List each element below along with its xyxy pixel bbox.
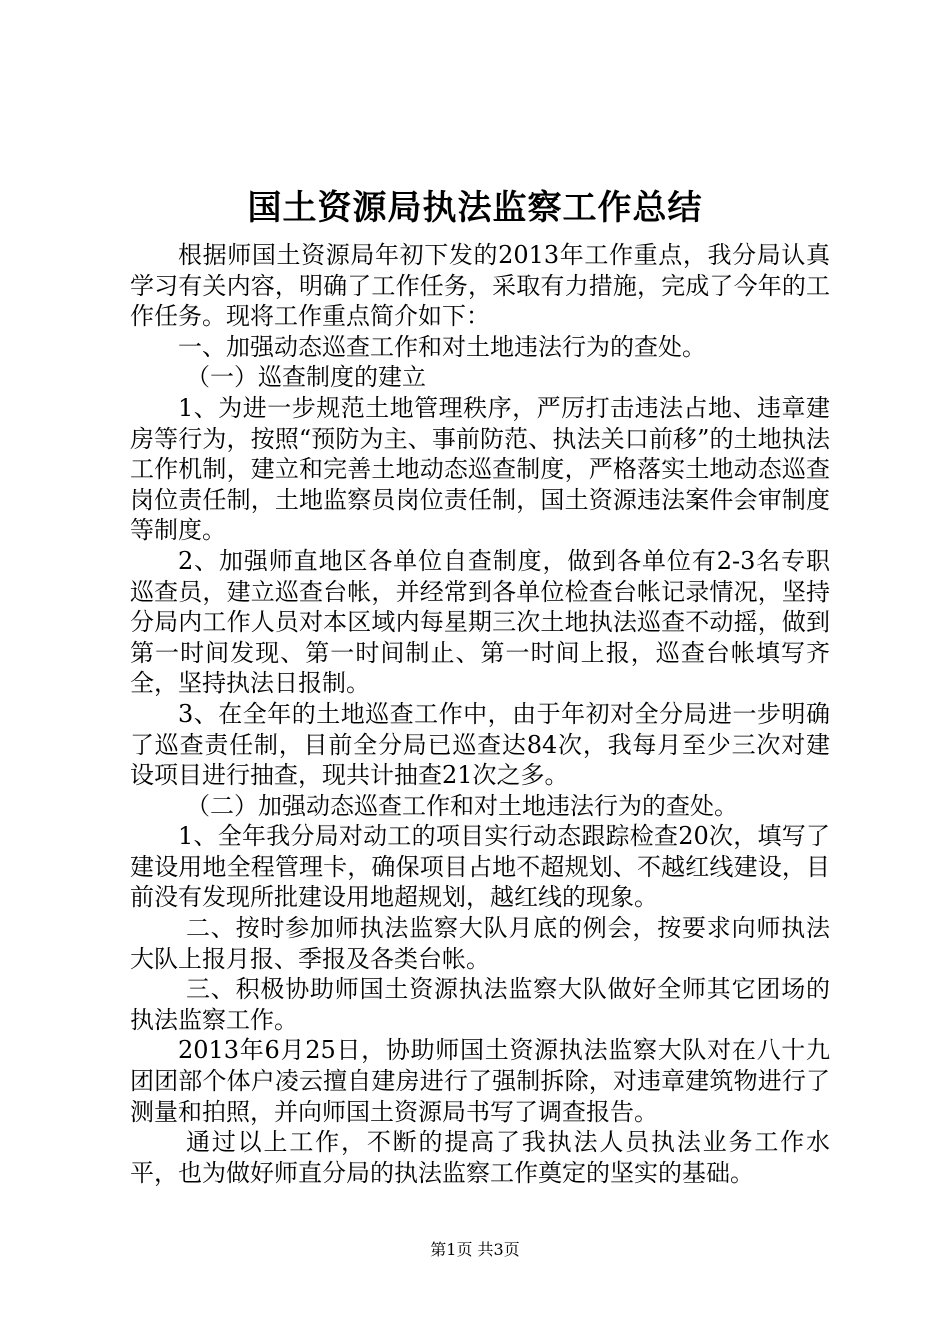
heading-section-2: 二、按时参加师执法监察大队月底的例会，按要求向师执法大队上报月报、季报及各类台帐。 bbox=[130, 914, 830, 973]
heading-subsection-1: （一）巡查制度的建立 bbox=[186, 363, 426, 392]
heading-subsection-2: （二）加强动态巡查工作和对土地违法行为的查处。 bbox=[186, 791, 738, 820]
heading-section-3: 三、积极协助师国土资源执法监察大队做好全师其它团场的执法监察工作。 bbox=[130, 975, 830, 1034]
page-number-footer: 第1页 共3页 bbox=[430, 1240, 520, 1259]
document-title: 国土资源局执法监察工作总结 bbox=[247, 188, 703, 228]
paragraph-item-2: 2、加强师直地区各单位自查制度，做到各单位有2-3名专职巡查员，建立巡查台帐，并经常到各单位检查台帐记录情况，坚持分局内工作人员对本区域内每星期三次土地执法巡查不动摇，做到第一时间发现、第一时间制止、第一时间上报，巡查台帐填写齐全，坚持执法日报制。 bbox=[130, 546, 830, 698]
paragraph-item-4: 1、全年我分局对动工的项目实行动态跟踪检查20次，填写了建设用地全程管理卡，确保项目占地不超规划、不越红线建设，目前没有发现所批建设用地超规划，越红线的现象。 bbox=[130, 822, 830, 912]
paragraph-intro: 根据师国土资源局年初下发的2013年工作重点，我分局认真学习有关内容，明确了工作任务，采取有力措施，完成了今年的工作任务。现将工作重点简介如下： bbox=[130, 241, 830, 331]
paragraph-event: 2013年6月25日，协助师国土资源执法监察大队对在八十九团团部个体户凌云擅自建房进行了强制拆除，对违章建筑物进行了测量和拍照，并向师国土资源局书写了调查报告。 bbox=[130, 1036, 830, 1126]
heading-section-1: 一、加强动态巡查工作和对土地违法行为的查处。 bbox=[178, 332, 706, 361]
document-body bbox=[130, 240, 830, 1188]
paragraph-item-1: 1、为进一步规范土地管理秩序，严厉打击违法占地、违章建房等行为，按照“预防为主、事前防范、执法关口前移”的土地执法工作机制，建立和完善土地动态巡查制度，严格落实土地动态巡查岗位责任制，土地监察员岗位责任制，国土资源违法案件会审制度等制度。 bbox=[130, 393, 830, 545]
paragraph-item-3: 3、在全年的土地巡查工作中，由于年初对全分局进一步明确了巡查责任制，目前全分局已巡查达84次，我每月至少三次对建设项目进行抽查，现共计抽查21次之多。 bbox=[130, 699, 830, 790]
paragraph-conclusion: 通过以上工作，不断的提高了我执法人员执法业务工作水平，也为做好师直分局的执法监察工作奠定的坚实的基础。 bbox=[130, 1128, 830, 1187]
